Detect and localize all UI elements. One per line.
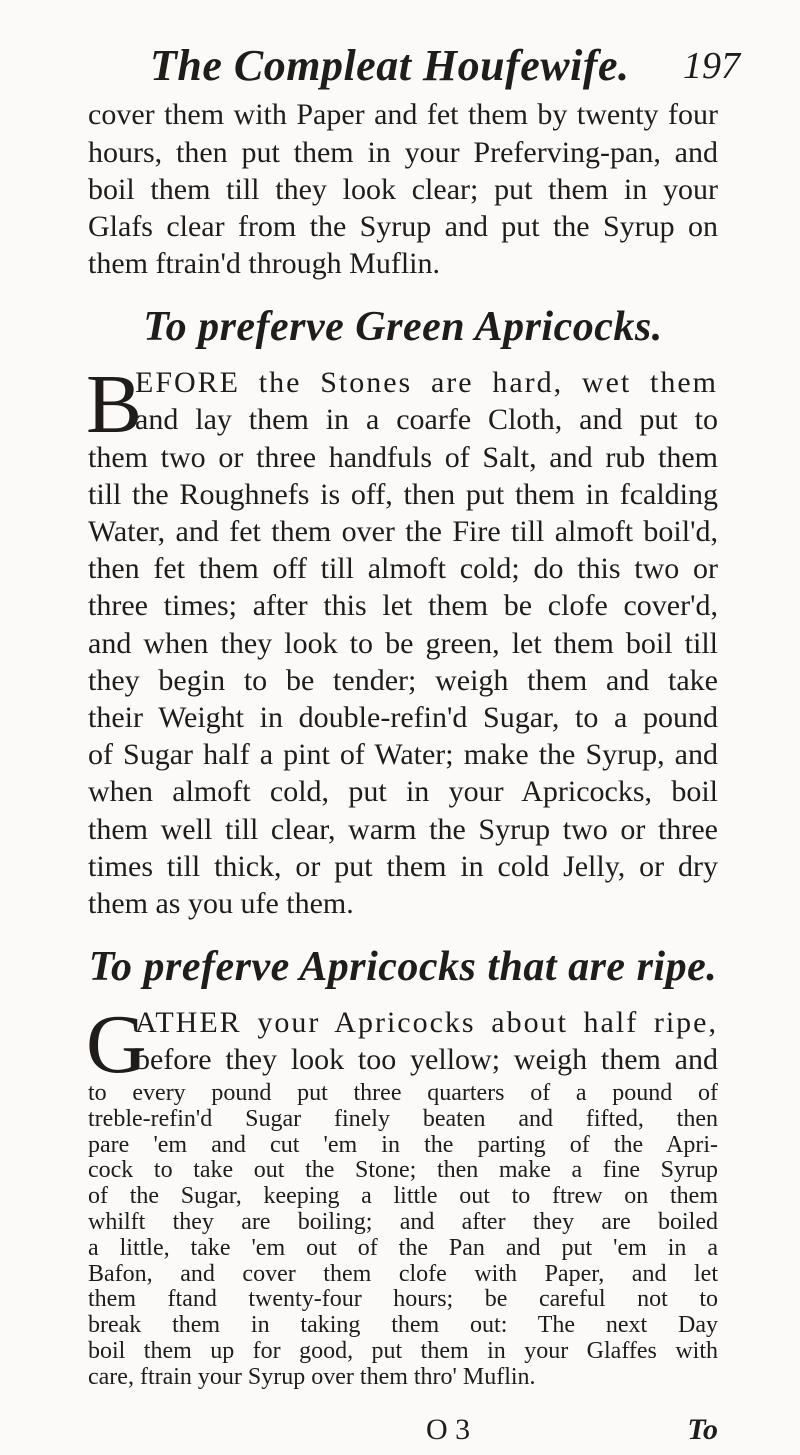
continuation-line: hours, then put them in your Preferving-pan, and	[88, 136, 718, 169]
section-heading-green-apricocks: To preferve Green Apricocks.	[143, 304, 663, 350]
paragraph-line: them as you ufe them.	[88, 887, 354, 920]
paragraph-line: them ftand twenty-four hours; be careful not to	[88, 1286, 718, 1313]
paragraph-line: care, ftrain your Syrup over them thro' Muflin.	[88, 1363, 536, 1390]
paragraph-line: them two or three handfuls of Salt, and rub them	[88, 441, 718, 474]
paragraph-line: times till thick, or put them in cold Jelly, or dry	[88, 850, 718, 883]
paragraph-line: ATHER your Apricocks about half ripe,	[135, 1006, 718, 1039]
section-heading-ripe-apricocks: To preferve Apricocks that are ripe.	[88, 944, 718, 990]
paragraph-line: break them in taking them out: The next Day	[88, 1312, 718, 1339]
paragraph-line: EFORE the Stones are hard, wet them	[135, 366, 718, 399]
catchword: To	[687, 1413, 718, 1446]
running-head: The Compleat Houfewife.	[150, 41, 630, 90]
paragraph-line: they begin to be tender; weigh them and take	[88, 664, 718, 697]
continuation-line: Glafs clear from the Syrup and put the Syrup on	[88, 210, 718, 243]
paragraph-line: till the Roughnefs is off, then put them in fcalding	[88, 478, 718, 511]
paragraph-line: before they look too yellow; weigh them and	[135, 1043, 718, 1076]
paragraph-line: Water, and fet them over the Fire till almoft boil'd,	[88, 515, 718, 548]
signature-mark: O 3	[426, 1413, 471, 1446]
paragraph-line: of the Sugar, keeping a little out to ftrew on them	[88, 1183, 718, 1210]
paragraph-line: their Weight in double-refin'd Sugar, to a pound	[88, 701, 718, 734]
continuation-line: them ftrain'd through Muflin.	[88, 247, 441, 280]
paragraph-line: then fet them off till almoft cold; do this two or	[88, 552, 718, 585]
paragraph-line: of Sugar half a pint of Water; make the Syrup, and	[88, 738, 718, 771]
paragraph-line: and when they look to be green, let them boil till	[88, 627, 718, 660]
paragraph-line: cock to take out the Stone; then make a fine Syrup	[88, 1157, 718, 1184]
paragraph-line: boil them up for good, put them in your Glaffes with	[88, 1338, 718, 1364]
paragraph-line: a little, take 'em out of the Pan and put 'em in a	[88, 1234, 718, 1261]
page-footer	[88, 1412, 718, 1448]
page-header	[150, 40, 740, 96]
paragraph-line: pare 'em and cut 'em in the parting of the Apri-	[88, 1131, 718, 1158]
paragraph-line: three times; after this let them be clofe cover'd,	[88, 589, 718, 622]
drop-cap: G	[86, 998, 147, 1091]
page-number: 197	[683, 45, 740, 87]
paragraph-line: them well till clear, warm the Syrup two or three	[88, 813, 718, 846]
paragraph-line: Bafon, and cover them clofe with Paper, and let	[88, 1260, 718, 1287]
continuation-line: cover them with Paper and fet them by twenty four	[88, 98, 718, 131]
paragraph-line: when almoft cold, put in your Apricocks, boil	[88, 775, 718, 808]
paragraph-line: whilft they are boiling; and after they are boiled	[88, 1209, 718, 1235]
drop-cap: B	[86, 358, 143, 451]
paragraph-line: and lay them in a coarfe Cloth, and put to	[135, 403, 718, 436]
continuation-line: boil them till they look clear; put them in your	[88, 173, 718, 206]
paragraph-line: treble-refin'd Sugar finely beaten and fifted, then	[88, 1105, 718, 1132]
paragraph-line: to every pound put three quarters of a pound of	[88, 1080, 718, 1106]
